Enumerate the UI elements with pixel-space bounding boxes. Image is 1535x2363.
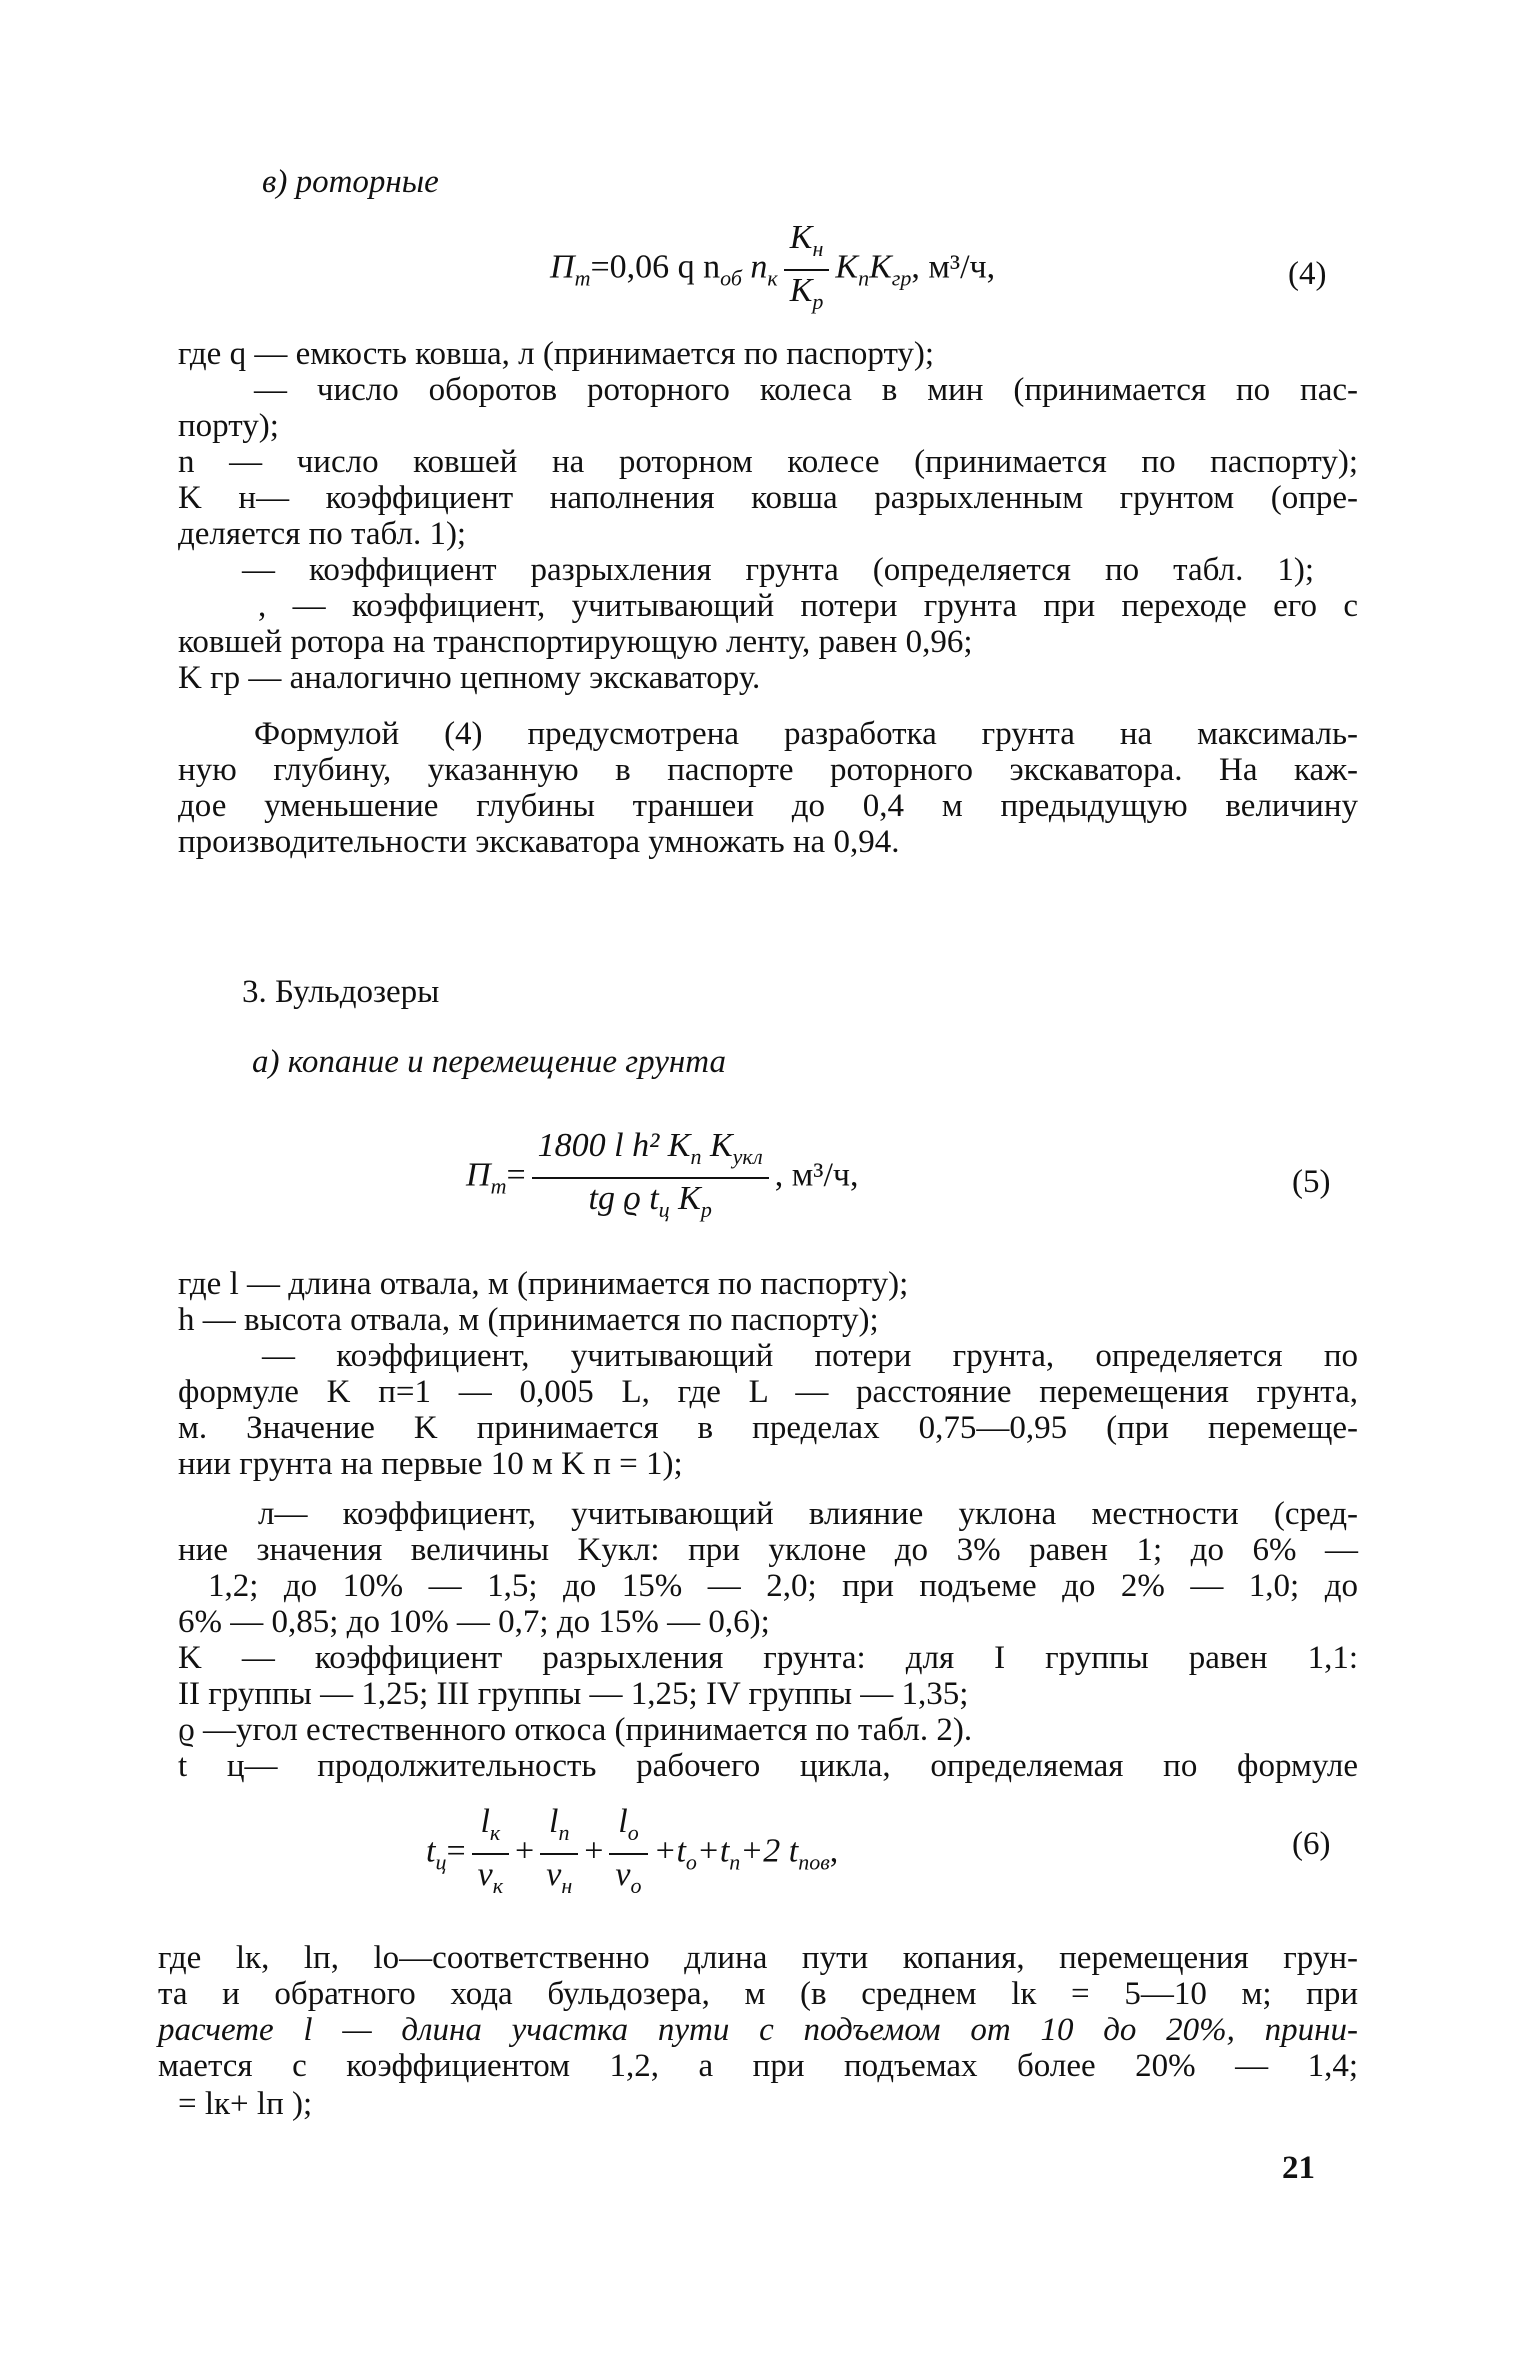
def5-line: 6% — 0,85; до 10% — 0,7; до 15% — 0,6); xyxy=(178,1604,770,1640)
def6-line: мается с коэффициентом 1,2, а при подъемах более 20% — 1,4; xyxy=(158,2048,1358,2084)
def5-line: 1,2; до 10% — 1,5; до 15% — 2,0; при подъеме до 2% — 1,0; до xyxy=(208,1568,1358,1604)
section-3-heading: 3. Бульдозеры xyxy=(242,974,440,1010)
def6-line: где lк, lп, lо—соответственно длина пути копания, перемещения грун- xyxy=(158,1940,1358,1976)
def6-line: = lк+ lп ); xyxy=(178,2086,313,2122)
def5-line: л— коэффициент, учитывающий влияние уклона местности (сред- xyxy=(258,1496,1358,1532)
formula-6: $t_ц=$ $\frac{l_к}{v_к}$ + $\frac{l_п}{v_н}$ + $\frac{l_о}{v_о}$ $+t_о+t_п+2$ $t_{пов}$, xyxy=(426,1803,839,1898)
def4-line: ковшей ротора на транспортирующую ленту, равен 0,96; xyxy=(178,624,973,660)
def4-line: , — коэффициент, учитывающий потери грунта при переходе его с xyxy=(258,588,1358,624)
def4-line: — число оборотов роторного колеса в мин (принимается по пас- xyxy=(254,372,1358,408)
section-a-heading: а) копание и перемещение грунта xyxy=(252,1044,726,1080)
def4-line: n — число ковшей на роторном колесе (принимается по паспорту); xyxy=(178,444,1358,480)
para4-line: производительности экскаватора умножать на 0,94. xyxy=(178,824,900,860)
formula-5-number: (5) xyxy=(1292,1164,1331,1200)
para4-line: дое уменьшение глубины траншеи до 0,4 м предыдущую величину xyxy=(178,788,1358,824)
def5-line: нии грунта на первые 10 м K п = 1); xyxy=(178,1446,683,1482)
def5-line: h — высота отвала, м (принимается по паспорту); xyxy=(178,1302,879,1338)
def4-line: порту); xyxy=(178,408,279,444)
def4-line: — коэффициент разрыхления грунта (определяется по табл. 1); xyxy=(242,552,1314,588)
def5-line: ние значения величины Kукл: при уклоне до 3% равен 1; до 6% — xyxy=(178,1532,1358,1568)
para4-line: Формулой (4) предусмотрена разработка грунта на максималь- xyxy=(254,716,1358,752)
section-v-heading: в) роторные xyxy=(262,164,439,200)
def5-line: ϱ —угол естественного откоса (принимается по табл. 2). xyxy=(178,1712,973,1748)
def5-line: K — коэффициент разрыхления грунта: для I группы равен 1,1: xyxy=(178,1640,1358,1676)
def5-line: II группы — 1,25; III группы — 1,25; IV группы — 1,35; xyxy=(178,1676,969,1712)
def4-line: K гр — аналогично цепному экскаватору. xyxy=(178,660,761,696)
def4-line: где q — емкость ковша, л (принимается по паспорту); xyxy=(178,336,935,372)
def5-line: где l — длина отвала, м (принимается по паспорту); xyxy=(178,1266,909,1302)
def5-line: м. Значение K принимается в пределах 0,75—0,95 (при перемеще- xyxy=(178,1410,1358,1446)
page-number: 21 xyxy=(1282,2150,1315,2186)
formula-4: $П_т=0,06$ q $n_{об}$ $n_к$ $\frac{K_н}{K_р}$ $K_пK_{гр}$, м³/ч, xyxy=(550,219,996,314)
para4-line: ную глубину, указанную в паспорте роторного экскаватора. На каж- xyxy=(178,752,1358,788)
def5-line: — коэффициент, учитывающий потери грунта, определяется по xyxy=(262,1338,1358,1374)
formula-5: $П_т=$ $\frac{1800 l h^2 K_п K_{укл}}{tg ϱ t_ц K_р}$ , м³/ч, xyxy=(466,1127,859,1222)
def6-line: расчете l — длина участка пути с подъемом от 10 до 20%, прини- xyxy=(158,2012,1358,2048)
def4-line: деляется по табл. 1); xyxy=(178,516,467,552)
def5-line: t ц— продолжительность рабочего цикла, определяемая по формуле xyxy=(178,1748,1358,1784)
formula-4-number: (4) xyxy=(1288,256,1327,292)
def6-line: та и обратного хода бульдозера, м (в среднем lк = 5—10 м; при xyxy=(158,1976,1358,2012)
def5-line: формуле K п=1 — 0,005 L, где L — расстояние перемещения грунта, xyxy=(178,1374,1358,1410)
formula-6-number: (6) xyxy=(1292,1826,1331,1862)
def4-line: K н— коэффициент наполнения ковша разрыхленным грунтом (опре- xyxy=(178,480,1358,516)
